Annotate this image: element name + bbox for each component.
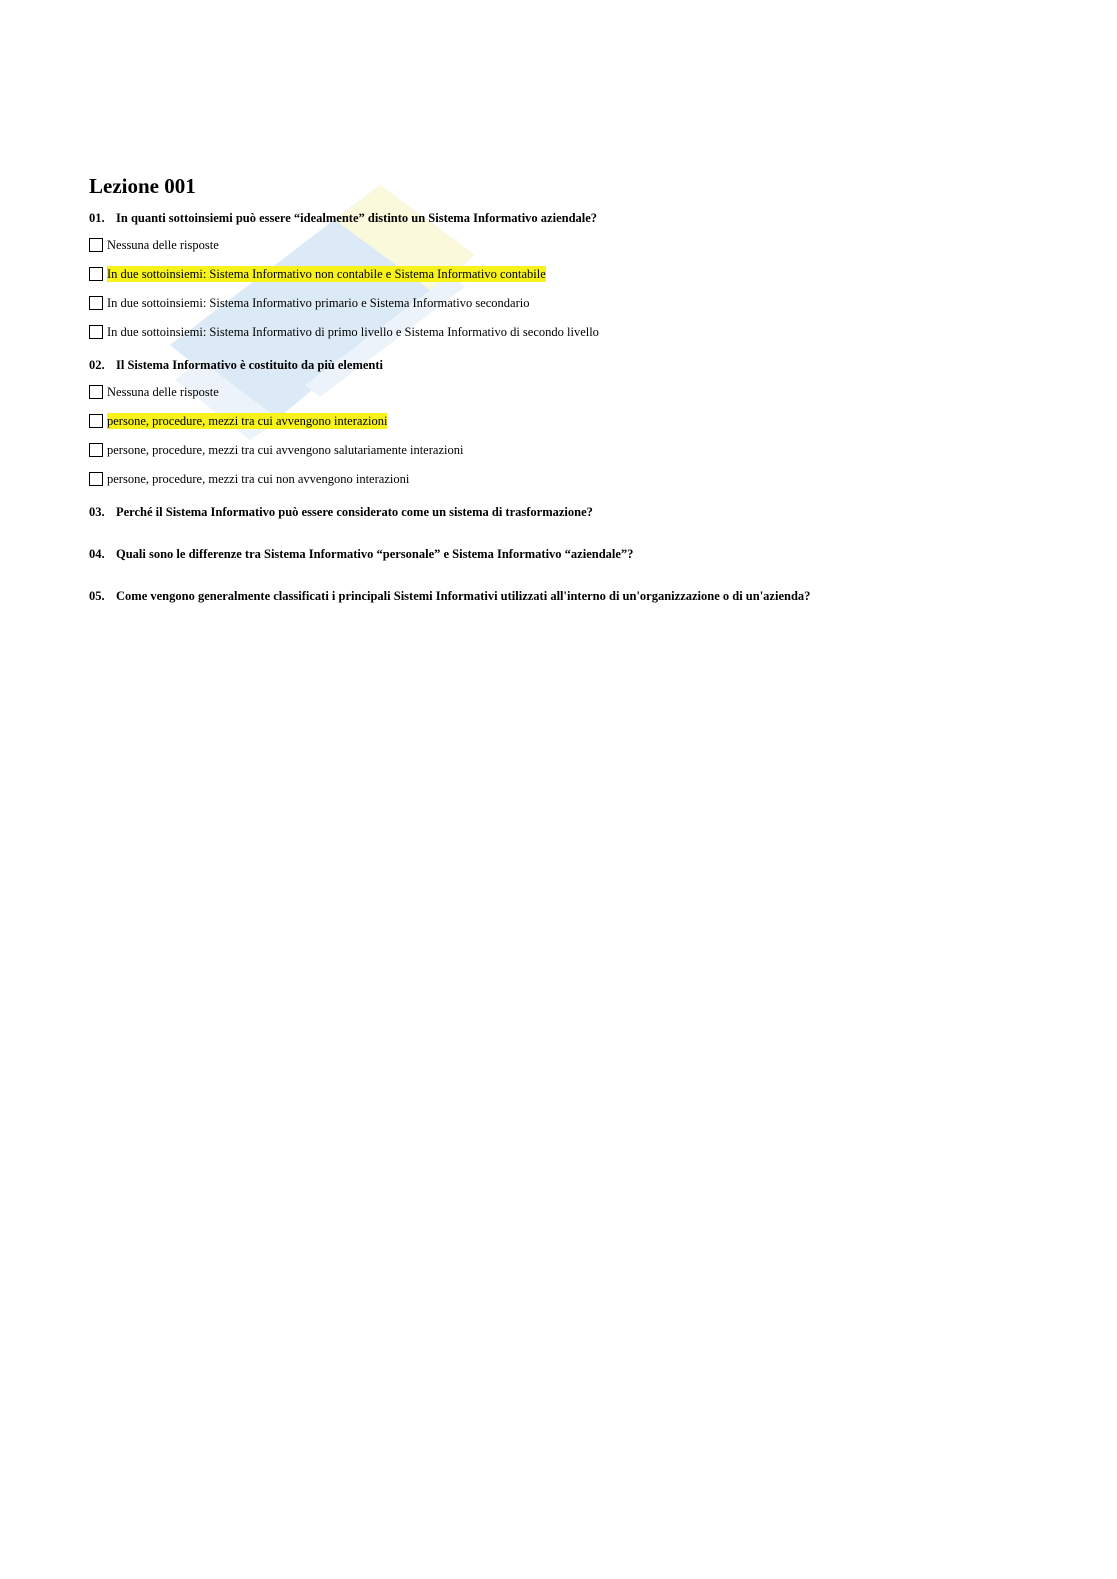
question-02	[89, 357, 1049, 373]
question-number: 02.	[89, 358, 105, 372]
answer-option	[89, 470, 1049, 488]
lesson-title: Lezione 001	[89, 174, 196, 198]
answer-checkbox[interactable]	[89, 325, 103, 339]
answer-list	[89, 383, 1049, 488]
answer-text: Nessuna delle risposte	[107, 238, 219, 252]
answer-option	[89, 294, 1049, 312]
question-block-01	[89, 210, 1049, 341]
question-03	[89, 504, 1049, 520]
answer-checkbox[interactable]	[89, 472, 103, 486]
answer-checkbox[interactable]	[89, 443, 103, 457]
question-01	[89, 210, 1049, 226]
question-text: In quanti sottoinsiemi può essere “idealmente” distinto un Sistema Informativo aziendale?	[116, 211, 598, 225]
question-number: 03.	[89, 505, 105, 519]
question-block-04	[89, 546, 1049, 562]
question-text: Perché il Sistema Informativo può essere considerato come un sistema di trasformazione?	[116, 505, 593, 519]
answer-option-highlighted	[89, 265, 1049, 283]
answer-list	[89, 236, 1049, 341]
answer-checkbox[interactable]	[89, 385, 103, 399]
question-number: 05.	[89, 589, 105, 603]
answer-option	[89, 383, 1049, 401]
answer-option	[89, 236, 1049, 254]
answer-checkbox[interactable]	[89, 238, 103, 252]
question-block-03	[89, 504, 1049, 520]
question-block-02	[89, 357, 1049, 488]
question-text: Quali sono le differenze tra Sistema Informativo “personale” e Sistema Informativo “aziendale”?	[116, 547, 634, 561]
answer-text: persone, procedure, mezzi tra cui non avvengono interazioni	[107, 472, 410, 486]
question-text: Come vengono generalmente classificati i principali Sistemi Informativi utilizzati all'interno di un'organizzazione o di un'azienda?	[116, 589, 811, 603]
answer-option	[89, 441, 1049, 459]
answer-text-highlighted: persone, procedure, mezzi tra cui avvengono interazioni	[107, 414, 388, 428]
answer-text: In due sottoinsiemi: Sistema Informativo primario e Sistema Informativo secondario	[107, 296, 530, 310]
answer-text: Nessuna delle risposte	[107, 385, 219, 399]
answer-checkbox[interactable]	[89, 414, 103, 428]
question-04	[89, 546, 1049, 562]
question-number: 01.	[89, 211, 105, 225]
question-05	[89, 588, 1049, 604]
answer-text: In due sottoinsiemi: Sistema Informativo di primo livello e Sistema Informativo di secondo livello	[107, 325, 599, 339]
question-block-05	[89, 588, 1049, 604]
answer-text: persone, procedure, mezzi tra cui avvengono salutariamente interazioni	[107, 443, 464, 457]
answer-text-highlighted: In due sottoinsiemi: Sistema Informativo non contabile e Sistema Informativo contabile	[107, 267, 546, 281]
answer-checkbox[interactable]	[89, 296, 103, 310]
lesson-content	[89, 172, 1049, 630]
question-number: 04.	[89, 547, 105, 561]
answer-option-highlighted	[89, 412, 1049, 430]
answer-checkbox[interactable]	[89, 267, 103, 281]
answer-option	[89, 323, 1049, 341]
question-text: Il Sistema Informativo è costituito da più elementi	[116, 358, 383, 372]
